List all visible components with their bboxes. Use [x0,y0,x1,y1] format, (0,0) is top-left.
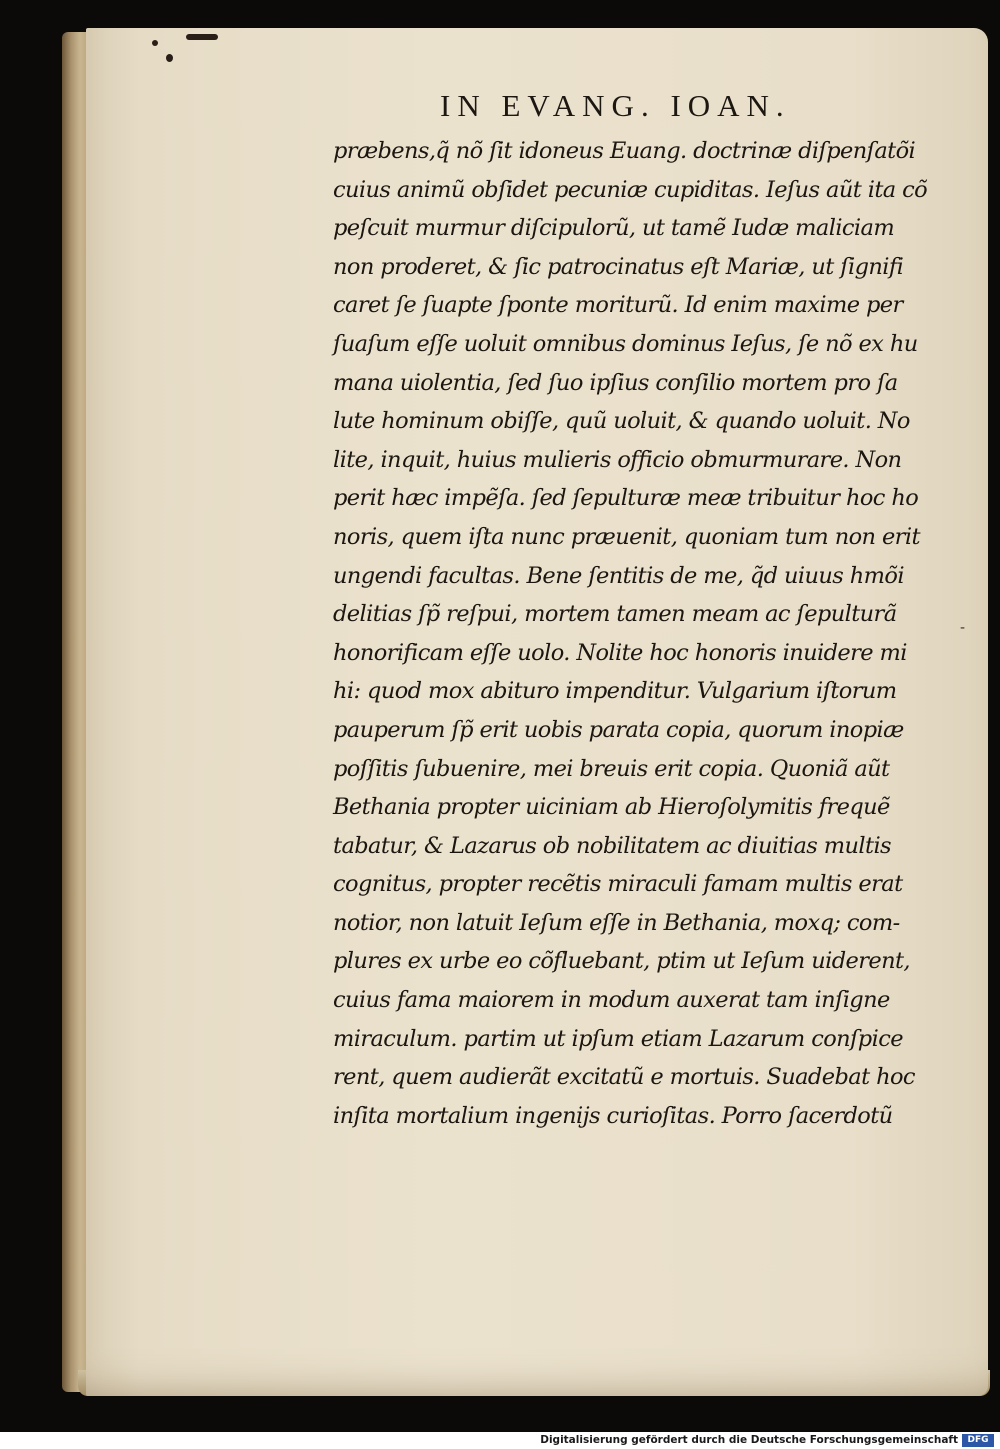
text-line: pauperum ſp̃ erit uobis parata copia, quorum inopiæ [333,716,904,743]
text-line: peſcuit murmur diſcipulorũ, ut tamẽ Iudæ maliciam [333,215,895,242]
text-line: ſuaſum eſſe uoluit omnibus dominus Ieſus, ſe nõ ex hu [333,330,918,357]
text-line: perit hæc impẽſa. ſed ſepulturæ meæ tribuitur hoc ho [333,485,919,512]
text-line: honorificam eſſe uolo. Nolite hoc honoris inuidere mi [333,639,907,666]
text-line: lite, inquit, huius mulieris officio obmurmurare. Non [333,446,902,473]
text-line: inſita mortalium ingenijs curioſitas. Porro ſacerdotũ [333,1102,893,1129]
text-line: lute hominum obiſſe, quũ uoluit, & quando uoluit. No [333,408,910,435]
text-line: præbens,q̃ nõ ſit idoneus Euang. doctrinæ diſpenſatõi [333,138,916,164]
text-line: non proderet, & ſic patrocinatus eſt Mariæ, ut ſignifi [333,253,904,280]
text-line: hi: quod mox abituro impenditur. Vulgarium iſtorum [333,678,897,705]
text-line: poſſitis ſubuenire, mei breuis erit copia. Quoniã aũt [333,755,890,782]
text-line: plures ex urbe eo cõfluebant, ptim ut Ieſum uiderent, [333,948,910,975]
text-line: cuius animũ obſidet pecuniæ cupiditas. Ieſus aũt ita cõ [333,176,928,203]
ink-spot [152,40,158,46]
margin-mark: - [960,620,966,636]
ink-spot [166,54,173,62]
funding-credit: Digitalisierung gefördert durch die Deutsche Forschungsgemeinschaft [540,1434,958,1446]
dfg-logo: DFG [962,1434,994,1447]
text-line: delitias ſp̃ reſpui, mortem tamen meam ac ſepulturã [333,601,897,628]
text-block [333,132,966,1135]
text-line: miraculum. partim ut ipſum etiam Lazarum conſpice [333,1025,903,1052]
text-line: ungendi facultas. Bene ſentitis de me, q̃d uiuus hmõi [333,562,904,589]
text-line: Bethania propter uiciniam ab Hieroſolymitis frequẽ [333,794,890,821]
running-head: IN EVANG. IOAN. [440,88,791,123]
text-line: mana uiolentia, ſed ſuo ipſius conſilio mortem pro ſa [333,369,898,396]
text-line: notior, non latuit Ieſum eſſe in Bethania, moxq; com- [333,909,900,936]
ink-spot [186,34,218,40]
text-line: cognitus, propter recẽtis miraculi famam multis erat [333,871,903,898]
text-line: rent, quem audierãt excitatũ e mortuis. Suadebat hoc [333,1064,915,1091]
text-line: tabatur, & Lazarus ob nobilitatem ac diuitias multis [333,832,891,859]
text-line: caret ſe ſuapte ſponte moriturũ. Id enim maxime per [333,292,903,319]
text-line: noris, quem iſta nunc præuenit, quoniam tum non erit [333,523,920,550]
text-line: cuius fama maiorem in modum auxerat tam inſigne [333,987,890,1014]
